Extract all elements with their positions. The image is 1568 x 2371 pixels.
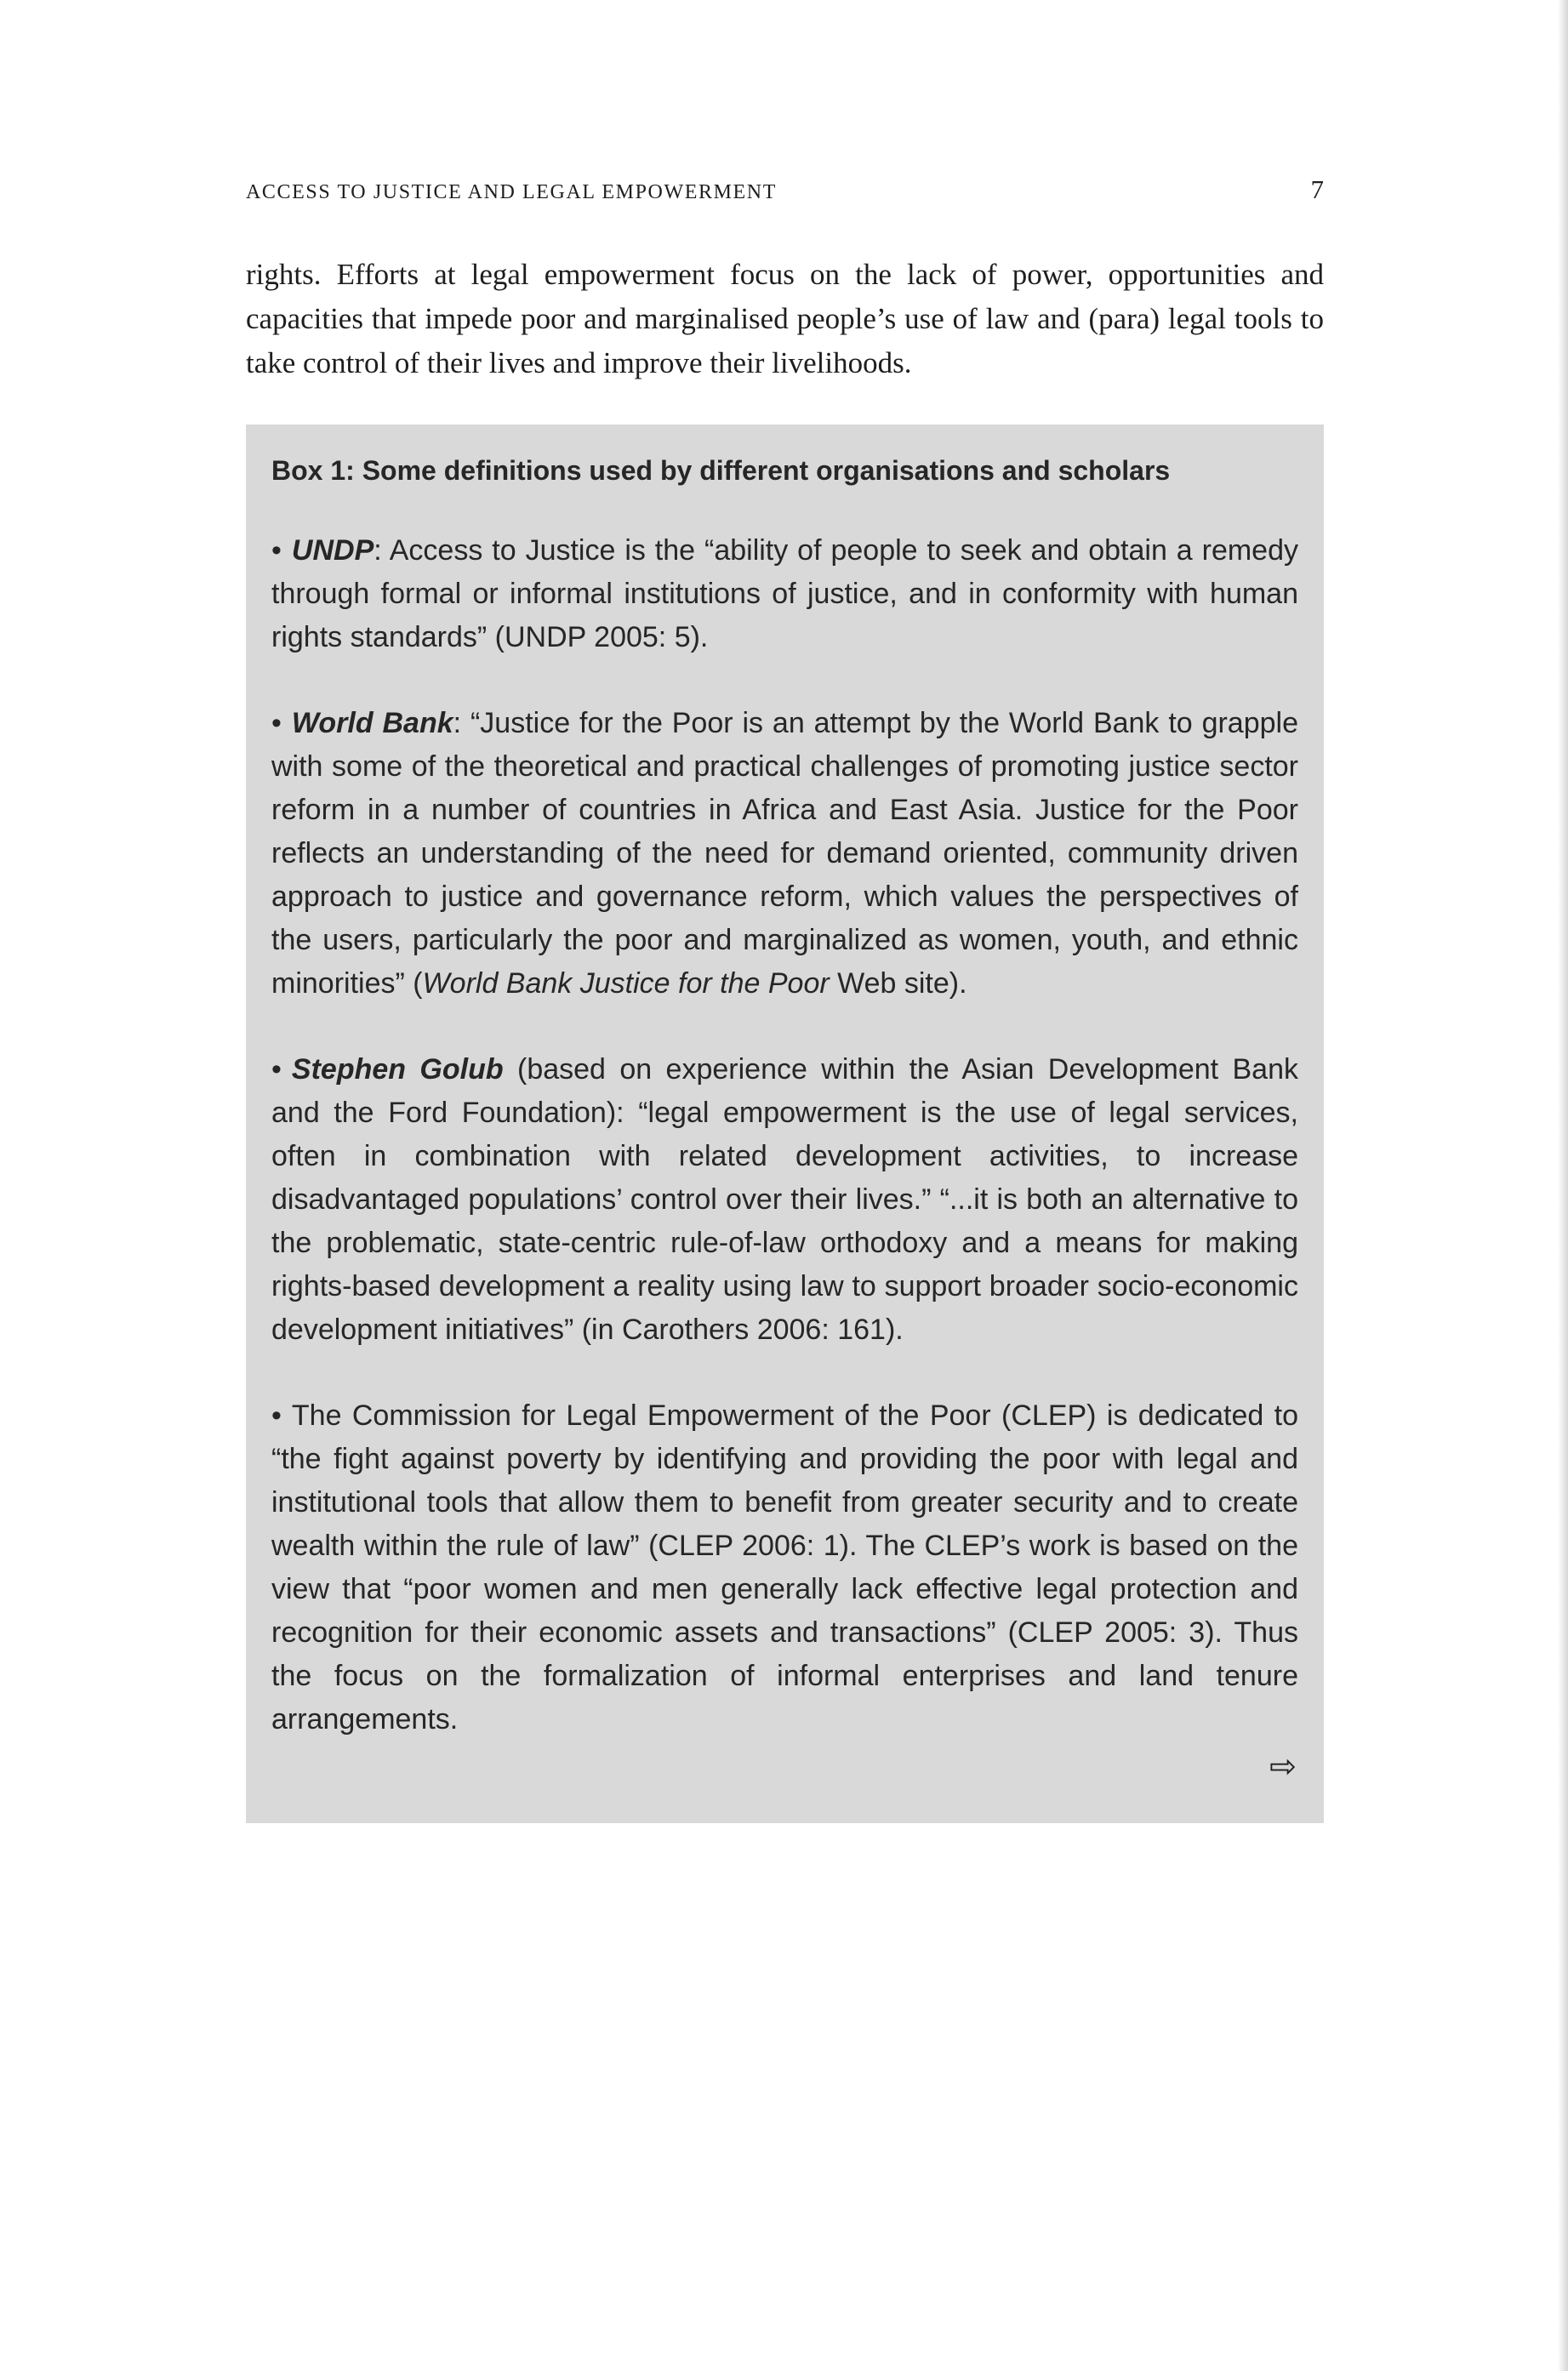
page-header [246,174,1324,205]
text-segment: UNDP [291,534,374,567]
definition-item-stephen-golub [271,1048,1298,1352]
intro-paragraph: rights. Efforts at legal empowerment focus on the lack of power, opportunities and capacities that impede poor and marginalised people’s use of law and (para) legal tools to take control of their lives and improve their livelihoods. [246,258,1324,379]
text-segment: : Access to Justice is the “ability of people to seek and obtain a remedy through formal or informal institutions of justice, and in conformity with human rights standards” (UNDP 2005: 5). [271,534,1298,653]
continuation-arrow-icon: ⇨ [1269,1749,1297,1785]
text-segment: (based on experience within the Asian Development Bank and the Ford Foundation): “legal empowerment is the use of legal services, often in combination with related development activities, to increase disadvantaged populations’ control over their lives.” “...it is both an alternative to the problematic, state-centric rule-of-law orthodoxy and a means for making rights-based development a reality using law to support broader socio-economic development initiatives” (in Carothers 2006: 161). [271,1053,1298,1346]
page-content [246,174,1324,1823]
text-segment: The Commission for Legal Empowerment of the Poor (CLEP) is dedicated to “the fight against poverty by identifying and providing the poor with legal and institutional tools that allow them to benefit from greater security and to create wealth within the rule of law” (CLEP 2006: 1). The CLEP’s work is based on the view that “poor women and men generally lack effective legal protection and recognition for their economic assets and transactions” (CLEP 2005: 3). Thus the focus on the formalization of informal enterprises and land tenure arrangements. [271,1399,1298,1736]
text-segment: World Bank [291,707,453,739]
bullet-icon: • [271,1399,282,1432]
definition-text [271,1399,1298,1736]
text-segment: World Bank Justice for the Poor [422,967,830,1000]
text-segment: Web site). [829,967,967,1000]
running-title: ACCESS TO JUSTICE AND LEGAL EMPOWERMENT [246,181,777,203]
bullet-icon: • [271,707,282,739]
definition-item-world-bank [271,702,1298,1006]
page-number: 7 [1310,174,1324,204]
bullet-icon: • [271,534,282,567]
text-segment: Stephen Golub [291,1053,504,1086]
bullet-icon: • [271,1053,282,1086]
text-segment: : “Justice for the Poor is an attempt by the World Bank to grapple with some of the theoretical and practical challenges of promoting justice sector reform in a number of countries in Africa and East Asia. Justice for the Poor reflects an understanding of the need for demand oriented, community driven approach to justice and governance reform, which values the perspectives of the users, particularly the poor and marginalized as women, youth, and ethnic minorities” ( [271,707,1299,1000]
definition-item-undp [271,529,1298,659]
definition-text [271,707,1298,1000]
box-title: Box 1: Some definitions used by different organisations and scholars [271,455,1171,486]
definitions-box [246,425,1324,1823]
definition-text [271,534,1298,653]
definition-item-clep [271,1394,1298,1741]
page-edge-shadow [1558,0,1568,2371]
definition-text [271,1053,1298,1346]
